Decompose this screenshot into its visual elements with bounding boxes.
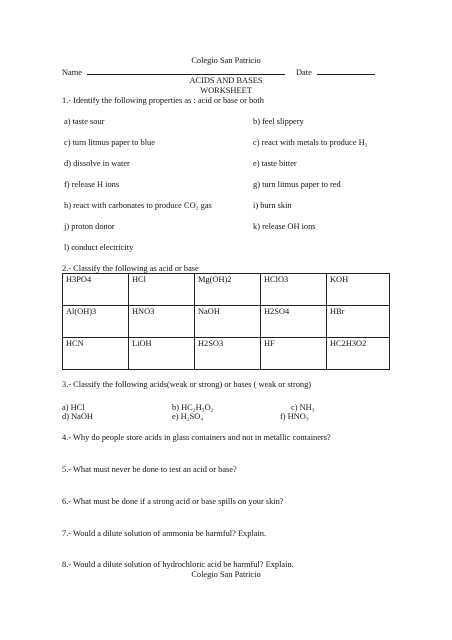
q1-item: g) turn litmus paper to red — [253, 180, 341, 189]
footer-school: Colegio San Patricio — [191, 570, 261, 579]
table-cell: HF — [261, 338, 327, 370]
q2-prompt: 2.- Classify the following as acid or base — [62, 264, 199, 273]
q3-prompt: 3.- Classify the following acids(weak or strong) or bases ( weak or strong) — [62, 380, 312, 389]
school-title: Colegio San Patricio — [191, 56, 261, 65]
date-line — [296, 67, 375, 77]
q1-item: l) conduct electricity — [64, 243, 134, 252]
table-cell: Mg(OH)2 — [195, 274, 261, 306]
date-blank — [317, 67, 375, 75]
q1-item: e) taste bitter — [253, 159, 297, 168]
date-label: Date — [296, 68, 312, 77]
table-cell: LiOH — [129, 338, 195, 370]
q1-item: f) release H ions — [64, 180, 120, 189]
q8-prompt: 8.- Would a dilute solution of hydrochloric acid be harmful? Explain. — [62, 560, 294, 569]
table-cell: H3PO4 — [63, 274, 129, 306]
worksheet-subtitle: WORKSHEET — [200, 86, 252, 95]
q3-item-e: e) H₂SO₄ — [172, 412, 204, 421]
table-cell: H2SO4 — [261, 306, 327, 338]
q5-prompt: 5.- What must never be done to test an acid or base? — [62, 465, 237, 474]
table-cell: HClO3 — [261, 274, 327, 306]
name-blank — [87, 67, 285, 75]
q1-item: i) burn skin — [253, 201, 292, 210]
q1-item: k) release OH ions — [253, 222, 316, 231]
q3-item-d: d) NaOH — [62, 412, 93, 421]
q1-item: c) react with metals to produce H₂ — [253, 138, 368, 147]
q6-prompt: 6.- What must be done if a strong acid or base spills on your skin? — [62, 497, 284, 506]
q3-item-c: c) NH₃ — [291, 403, 315, 412]
q1-item: h) react with carbonates to produce CO₂ gas — [64, 201, 212, 210]
q7-prompt: 7.- Would a dilute solution of ammonia be harmful? Explain. — [62, 529, 267, 538]
classification-table — [62, 273, 390, 370]
q3-item-f: f) HNO₃ — [280, 412, 309, 421]
table-cell: HCl — [129, 274, 195, 306]
table-cell: NaOH — [195, 306, 261, 338]
table-cell: HCN — [63, 338, 129, 370]
table-row — [63, 306, 390, 338]
worksheet-title: ACIDS AND BASES — [189, 76, 263, 85]
q3-item-b: b) HC₂H₃O₂ — [172, 403, 214, 412]
name-label: Name — [62, 68, 82, 77]
table-cell: KOH — [327, 274, 390, 306]
q1-item: c) turn litmus paper to blue — [64, 138, 155, 147]
q1-item: d) dissolve in water — [64, 159, 130, 168]
q1-prompt: 1.- Identify the following properties as : acid or base or both — [62, 96, 264, 105]
table-cell: HBr — [327, 306, 390, 338]
table-cell: HNO3 — [129, 306, 195, 338]
table-cell: HC2H3O2 — [327, 338, 390, 370]
table-row — [63, 338, 390, 370]
table-cell: Al(OH)3 — [63, 306, 129, 338]
q1-item: a) taste sour — [64, 117, 105, 126]
table-cell: H2SO3 — [195, 338, 261, 370]
q3-item-a: a) HCl — [62, 403, 85, 412]
q1-item: j) proton donor — [64, 222, 115, 231]
q1-item: b) feel slippery — [253, 117, 304, 126]
table-row — [63, 274, 390, 306]
q4-prompt: 4.- Why do people store acids in glass containers and not in metallic containers? — [62, 433, 331, 442]
